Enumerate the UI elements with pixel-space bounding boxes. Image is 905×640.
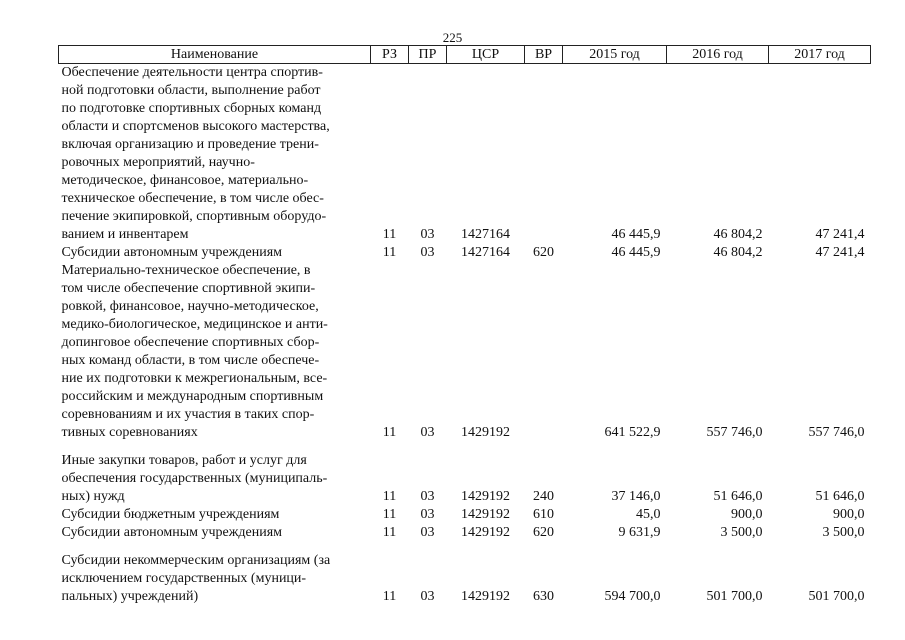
row-csr: 1427164	[461, 227, 510, 242]
row-2016: 51 646,0	[713, 489, 763, 504]
row-name: Иные закупки товаров, работ и услуг для обеспечения государственных (муниципаль- ных) нужд	[61, 453, 328, 504]
row-rz: 11	[382, 425, 397, 440]
row-2016: 46 804,2	[713, 245, 763, 260]
row-vr	[525, 262, 563, 442]
row-2017: 3 500,0	[822, 525, 865, 540]
row-name: Материально-техническое обеспечение, в том числе обеспечение спортивной экипи- ровкой, финансовое, научно-методическое, медико-биологическое, медицинское и анти- допинговое обеспечение спортивных сбор- ных команд области, в том числе обеспече- ние их подготовки к межрегиональным, все- российским и международным спортивным соревнованиям и их участия в таких спор- тивных соревнованиях	[61, 263, 328, 440]
row-vr: 620	[533, 525, 554, 540]
row-2016: 46 804,2	[713, 227, 763, 242]
row-csr: 1429192	[461, 507, 510, 522]
row-vr: 240	[533, 489, 554, 504]
header-2017: 2017 год	[769, 46, 871, 64]
table-row	[59, 442, 871, 506]
header-2015: 2015 год	[563, 46, 667, 64]
header-name: Наименование	[59, 46, 371, 64]
row-name: Обеспечение деятельности центра спортив- ной подготовки области, выполнение работ по подготовке спортивных сборных команд области и спортсменов высокого мастерства, включая организацию и проведение трени- ровочных мероприятий, научно- методическое, финансовое, материально- техническое обеспечение, в том числе обес- печение экипировкой, спортивным оборудо- ванием и инвентарем	[61, 65, 330, 242]
row-rz: 11	[382, 245, 397, 260]
table-row	[59, 262, 871, 442]
row-2015: 641 522,9	[604, 425, 661, 440]
row-csr: 1427164	[461, 245, 510, 260]
row-2017: 501 700,0	[808, 589, 865, 604]
row-rz: 11	[382, 525, 397, 540]
row-2017: 47 241,4	[815, 227, 865, 242]
table-row	[59, 542, 871, 606]
header-vr: ВР	[525, 46, 563, 64]
row-vr: 610	[533, 507, 554, 522]
page-number: 225	[442, 30, 463, 45]
header-pr: ПР	[409, 46, 447, 64]
row-rz: 11	[382, 507, 397, 522]
row-pr: 03	[420, 425, 435, 440]
header-row	[59, 46, 871, 64]
row-2017: 557 746,0	[808, 425, 865, 440]
row-pr: 03	[420, 589, 435, 604]
row-2016: 557 746,0	[706, 425, 763, 440]
row-csr: 1429192	[461, 425, 510, 440]
row-vr	[525, 64, 563, 245]
row-2017: 51 646,0	[815, 489, 865, 504]
row-2015: 37 146,0	[611, 489, 661, 504]
row-2015: 45,0	[636, 507, 661, 522]
budget-table	[58, 45, 871, 606]
row-2017: 900,0	[833, 507, 865, 522]
row-rz: 11	[382, 227, 397, 242]
row-2015: 46 445,9	[611, 245, 661, 260]
row-2017: 47 241,4	[815, 245, 865, 260]
row-pr: 03	[420, 245, 435, 260]
row-pr: 03	[420, 507, 435, 522]
header-2016: 2016 год	[667, 46, 769, 64]
row-csr: 1429192	[461, 489, 510, 504]
header-rz: РЗ	[371, 46, 409, 64]
table-row	[59, 64, 871, 245]
row-2016: 900,0	[731, 507, 763, 522]
row-2016: 501 700,0	[706, 589, 763, 604]
row-csr: 1429192	[461, 589, 510, 604]
header-csr: ЦСР	[447, 46, 525, 64]
row-rz: 11	[382, 489, 397, 504]
row-name: Субсидии некоммерческим организациям (за исключением государственных (муници- пальных) учреждений)	[61, 553, 331, 604]
row-2015: 46 445,9	[611, 227, 661, 242]
row-vr: 620	[533, 245, 554, 260]
row-rz: 11	[382, 589, 397, 604]
table-row	[59, 244, 871, 262]
row-pr: 03	[420, 525, 435, 540]
row-name: Субсидии бюджетным учреждениям	[61, 507, 280, 522]
table-row	[59, 524, 871, 542]
row-2016: 3 500,0	[720, 525, 763, 540]
row-csr: 1429192	[461, 525, 510, 540]
row-2015: 9 631,9	[618, 525, 661, 540]
row-name: Субсидии автономным учреждениям	[61, 245, 283, 260]
row-vr: 630	[533, 589, 554, 604]
row-name: Субсидии автономным учреждениям	[61, 525, 283, 540]
table-row	[59, 506, 871, 524]
row-pr: 03	[420, 227, 435, 242]
row-pr: 03	[420, 489, 435, 504]
row-2015: 594 700,0	[604, 589, 661, 604]
